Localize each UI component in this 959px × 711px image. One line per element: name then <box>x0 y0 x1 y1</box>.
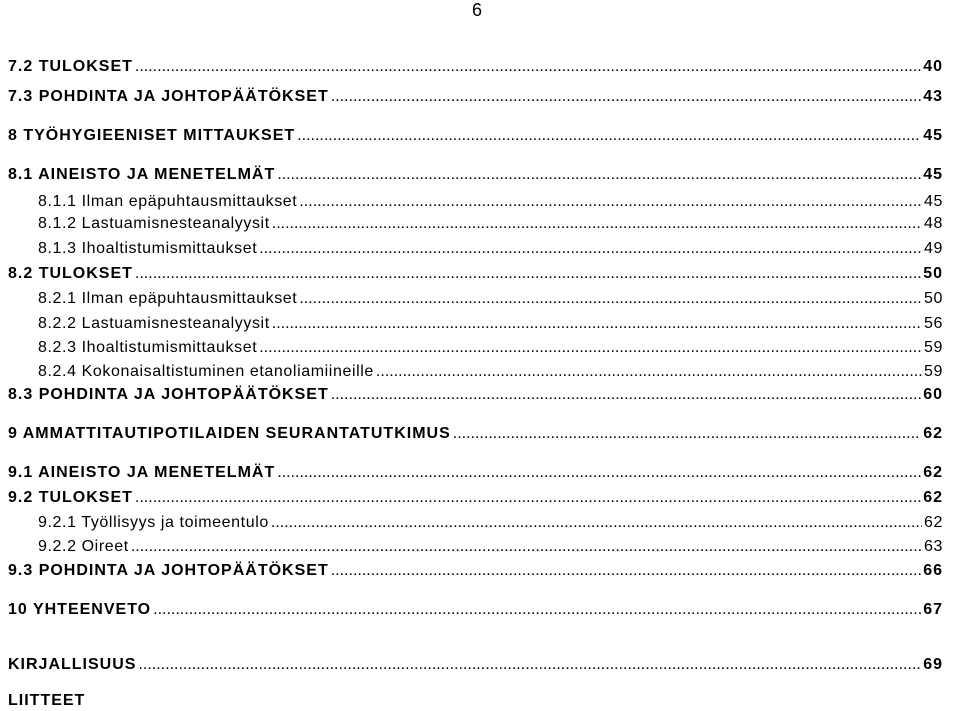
toc-entry[interactable] <box>38 363 943 381</box>
toc-entry-title: 8.2.2 Lastuamisnesteanalyysit <box>38 315 270 332</box>
toc-entry[interactable] <box>38 339 943 357</box>
toc-entry-page: 62 <box>923 464 943 481</box>
toc-entry[interactable] <box>8 58 943 76</box>
toc-entry-title: 8 TYÖHYGIEENISET MITTAUKSET <box>8 127 296 144</box>
toc-leader <box>135 267 921 283</box>
toc-entry-page: 40 <box>923 58 943 75</box>
toc-entry-page: 66 <box>923 562 943 579</box>
toc-entry-title: 9 AMMATTITAUTIPOTILAIDEN SEURANTATUTKIMUS <box>8 425 451 442</box>
toc-leader <box>331 564 921 580</box>
toc-entry[interactable] <box>8 489 943 507</box>
toc-leader <box>272 317 922 333</box>
toc-entry-title: LIITTEET <box>8 692 86 709</box>
toc-leader <box>331 90 921 106</box>
toc-leader <box>277 168 921 184</box>
toc-entry[interactable] <box>8 265 943 283</box>
toc-leader <box>135 60 921 76</box>
toc-entry[interactable] <box>8 562 943 580</box>
toc-entry-page: 48 <box>924 215 943 232</box>
toc-leader <box>376 365 922 381</box>
toc-entry-title: 8.2.1 Ilman epäpuhtausmittaukset <box>38 290 298 307</box>
toc-entry-title: 8.1.1 Ilman epäpuhtausmittaukset <box>38 193 298 210</box>
toc-entry-title: 8.2 TULOKSET <box>8 265 133 282</box>
toc-entry[interactable] <box>8 464 943 482</box>
toc-entry-page: 43 <box>923 88 943 105</box>
toc-entry-page: 69 <box>923 656 943 673</box>
toc-leader <box>299 195 922 211</box>
toc-leader <box>259 341 922 357</box>
toc-entry[interactable] <box>8 386 943 404</box>
toc-entry-page: 56 <box>924 315 943 332</box>
toc-entry-title: 9.3 POHDINTA JA JOHTOPÄÄTÖKSET <box>8 562 329 579</box>
toc-entry-title: 8.1.2 Lastuamisnesteanalyysit <box>38 215 270 232</box>
toc-entry[interactable] <box>38 315 943 333</box>
toc-entry-page: 62 <box>923 489 943 506</box>
toc-entry-page: 63 <box>924 538 943 555</box>
toc-entry-title: 7.2 TULOKSET <box>8 58 133 75</box>
toc-entry[interactable] <box>8 692 943 710</box>
toc-entry-page: 62 <box>923 425 943 442</box>
toc-entry[interactable] <box>38 538 943 556</box>
toc-entry-page: 50 <box>924 290 943 307</box>
toc-entry-page: 45 <box>923 166 943 183</box>
toc-entry-page: 49 <box>924 240 943 257</box>
toc-entry-title: 10 YHTEENVETO <box>8 601 152 618</box>
toc-leader <box>131 540 922 556</box>
toc-entry[interactable] <box>8 88 943 106</box>
toc-leader <box>153 603 921 619</box>
toc-leader <box>138 658 921 674</box>
toc-leader <box>453 427 921 443</box>
toc-entry[interactable] <box>38 514 943 532</box>
toc-leader <box>259 242 922 258</box>
toc-leader <box>271 516 922 532</box>
toc-entry-title: 8.3 POHDINTA JA JOHTOPÄÄTÖKSET <box>8 386 329 403</box>
toc-entry-title: 9.2.1 Työllisyys ja toimeentulo <box>38 514 269 531</box>
toc-leader <box>299 292 922 308</box>
toc-entry[interactable] <box>38 240 943 258</box>
toc-entry-title: 8.1.3 Ihoaltistumismittaukset <box>38 240 258 257</box>
toc-leader <box>331 388 921 404</box>
toc-entry[interactable] <box>8 656 943 674</box>
toc-entry-title: 8.2.4 Kokonaisaltistuminen etanoliamiineille <box>38 363 374 380</box>
toc-entry[interactable] <box>8 166 943 184</box>
toc-entry-page: 45 <box>924 193 943 210</box>
toc-entry-page: 60 <box>923 386 943 403</box>
toc-entry-title: 8.2.3 Ihoaltistumismittaukset <box>38 339 258 356</box>
toc-entry-title: 9.2 TULOKSET <box>8 489 133 506</box>
toc-entry[interactable] <box>38 193 943 211</box>
toc-entry-page: 62 <box>924 514 943 531</box>
toc-entry-page: 67 <box>923 601 943 618</box>
toc-entry-title: 9.2.2 Oireet <box>38 538 129 555</box>
toc-entry-title: KIRJALLISUUS <box>8 656 137 673</box>
toc-entry[interactable] <box>38 215 943 233</box>
toc-leader <box>272 217 922 233</box>
toc-entry[interactable] <box>8 127 943 145</box>
toc-entry[interactable] <box>8 601 943 619</box>
toc-entry-page: 59 <box>924 339 943 356</box>
toc-entry[interactable] <box>38 290 943 308</box>
toc-entry-title: 8.1 AINEISTO JA MENETELMÄT <box>8 166 276 183</box>
toc-entry-title: 9.1 AINEISTO JA MENETELMÄT <box>8 464 276 481</box>
toc-entry[interactable] <box>8 425 943 443</box>
toc-entry-page: 50 <box>923 265 943 282</box>
toc-entry-page: 45 <box>923 127 943 144</box>
toc-entry-title: 7.3 POHDINTA JA JOHTOPÄÄTÖKSET <box>8 88 329 105</box>
toc-leader <box>277 466 921 482</box>
toc-leader <box>297 129 921 145</box>
page-number: 6 <box>472 0 483 20</box>
toc-entry-page: 59 <box>924 363 943 380</box>
toc-leader <box>135 491 921 507</box>
